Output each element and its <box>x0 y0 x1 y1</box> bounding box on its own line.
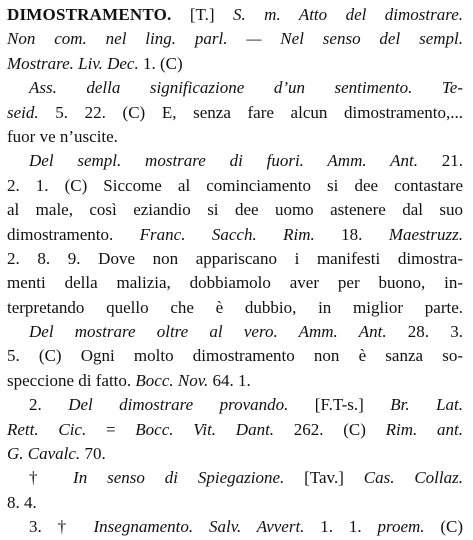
italic-text: Del dimostrare provando. <box>68 395 289 415</box>
entry-line <box>7 393 463 417</box>
italic-text: Cas. Collaz. <box>363 468 463 488</box>
text-run: menti della malizia, dobbiamolo aver per buono, in- <box>7 273 463 293</box>
entry-line <box>7 296 463 320</box>
entry-line <box>7 369 463 393</box>
italic-text: Rim. ant. <box>385 419 463 439</box>
italic-text: Bocc. Nov. <box>135 370 209 390</box>
text-run: al male, così eziandio si dee uomo astenere dal suo <box>7 200 463 220</box>
entry-line <box>7 418 463 442</box>
italic-text: seid. <box>7 102 39 122</box>
entry-line <box>7 3 463 27</box>
italic-text: G. Cavalc. <box>7 444 81 464</box>
italic-text: Mostrare. Liv. Dec. <box>7 53 139 73</box>
italic-text: Insegnamento. Salv. Avvert. <box>93 517 305 537</box>
italic-text: Bocc. Vit. Dant. <box>135 419 275 439</box>
text-run: † <box>29 468 74 488</box>
text-run: 21. <box>417 151 463 171</box>
text-run: 70. <box>80 444 106 464</box>
text-run: 64. 1. <box>208 370 251 390</box>
text-run: 1. (C) <box>138 53 183 73</box>
text-run: 262. (C) <box>274 419 386 439</box>
entry-line <box>7 52 463 76</box>
entry-line <box>7 515 463 539</box>
text-run: 3. † <box>29 517 94 537</box>
text-run: 8. 4. <box>7 492 37 512</box>
text-run: [Tav.] <box>284 468 364 488</box>
italic-text: Non com. nel ling. parl. — Nel senso del sempl. <box>7 29 463 49</box>
entry-line <box>7 149 463 173</box>
italic-text: Franc. Sacch. Rim. <box>139 224 315 244</box>
text-run: 2. 8. 9. Dove non appariscano i manifesti dimostra- <box>7 248 463 268</box>
italic-text: Maestruzz. <box>388 224 463 244</box>
entry-line <box>7 247 463 271</box>
text-run: [F.T-s.] <box>288 395 391 415</box>
entry-line <box>7 491 463 515</box>
text-run: 2. 1. (C) Siccome al cominciamento si dee contastare <box>7 175 463 195</box>
text-run: (C) <box>424 517 463 537</box>
text-run: 1. 1. <box>304 517 378 537</box>
entry-line <box>7 320 463 344</box>
italic-text: Br. Lat. <box>390 395 463 415</box>
text-run: 28. 3. <box>386 322 463 342</box>
text-run: 5. (C) Ogni molto dimostramento non è sanza so- <box>7 346 463 366</box>
italic-text: In senso di Spiegazione. <box>73 468 285 488</box>
text-run: terpretando quello che è dubbio, in miglior parte. <box>7 297 463 317</box>
entry-line <box>7 125 463 149</box>
text-run: 2. <box>29 395 69 415</box>
entry-line <box>7 344 463 368</box>
entry-line <box>7 198 463 222</box>
italic-text: proem. <box>377 517 425 537</box>
entry-line <box>7 271 463 295</box>
entry-line <box>7 223 463 247</box>
entry-line <box>7 76 463 100</box>
text-run: fuor ve n’uscite. <box>7 126 118 146</box>
headword: DIMOSTRAMENTO. <box>7 5 172 24</box>
italic-text: Del sempl. mostrare di fuori. Amm. Ant. <box>29 151 418 171</box>
italic-text: Del mostrare oltre al vero. Amm. Ant. <box>29 322 387 342</box>
text-run: speccione di fatto. <box>7 370 136 390</box>
entry-line <box>7 174 463 198</box>
italic-text: Ass. della significazione d’un sentimento. Te- <box>29 78 463 98</box>
text-run: 5. 22. (C) E, senza fare alcun dimostramento,... <box>38 102 463 122</box>
entry-line <box>7 27 463 51</box>
entry-line <box>7 466 463 490</box>
italic-text: Rett. Cic. <box>7 419 87 439</box>
text-run: 18. <box>314 224 389 244</box>
italic-text: S. m. Atto del dimostrare. <box>233 5 463 24</box>
text-run: dimostramento. <box>7 224 140 244</box>
text-run: = <box>86 419 136 439</box>
text-run: [T.] <box>171 5 234 24</box>
entry-line <box>7 101 463 125</box>
entry-line <box>7 442 463 466</box>
